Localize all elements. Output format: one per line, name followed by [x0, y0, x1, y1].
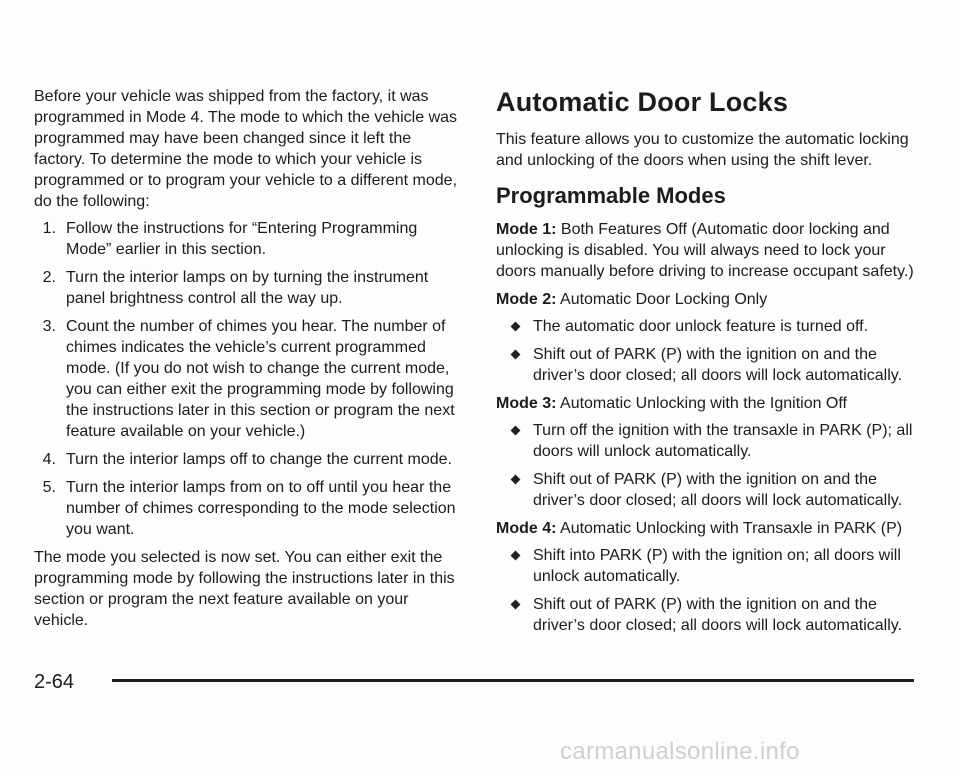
mode-description	[496, 518, 924, 539]
bullet-item	[496, 344, 924, 386]
mode-3-block	[496, 393, 924, 511]
bullet-item	[496, 594, 924, 636]
outro-paragraph: The mode you selected is now set. You can either exit the programming mode by following the instructions later in this section or program the next feature available on your vehicle.	[34, 549, 455, 629]
bullet-text: Shift into PARK (P) with the ignition on; all doors will unlock automatically.	[533, 547, 901, 585]
step-text: Turn the interior lamps off to change the current mode.	[66, 451, 452, 468]
step-number: 4.	[42, 451, 56, 468]
mode-label: Mode 3:	[496, 395, 557, 412]
mode-2-block	[496, 289, 924, 386]
mode-1-block	[496, 219, 924, 282]
bullet-item	[496, 316, 924, 337]
mode-text: Automatic Unlocking with Transaxle in PARK (P)	[560, 520, 903, 537]
step-item	[34, 477, 464, 540]
step-number: 1.	[42, 220, 56, 237]
step-text: Follow the instructions for “Entering Programming Mode” earlier in this section.	[66, 220, 418, 258]
mode-bullets	[496, 316, 924, 386]
diamond-bullet-icon	[511, 600, 521, 610]
step-item	[34, 267, 464, 309]
mode-description	[496, 393, 924, 414]
feature-description: This feature allows you to customize the automatic locking and unlocking of the doors when using the shift lever.	[496, 131, 909, 169]
step-number: 5.	[42, 479, 56, 496]
diamond-bullet-icon	[511, 551, 521, 561]
bullet-text: Shift out of PARK (P) with the ignition on and the driver’s door closed; all doors will lock automatically.	[533, 471, 903, 509]
bullet-item	[496, 469, 924, 511]
step-text: Turn the interior lamps from on to off until you hear the number of chimes corresponding to the mode selection you want.	[66, 479, 456, 538]
bullet-text: Turn off the ignition with the transaxle in PARK (P); all doors will unlock automatically.	[533, 422, 913, 460]
bullet-item	[496, 545, 924, 587]
mode-label: Mode 1:	[496, 221, 557, 238]
mode-label: Mode 2:	[496, 291, 557, 308]
step-number: 2.	[42, 269, 56, 286]
subsection-title: Programmable Modes	[496, 183, 726, 208]
programming-steps	[34, 218, 464, 540]
step-text: Turn the interior lamps on by turning the instrument panel brightness control all the way up.	[66, 269, 429, 307]
section-title: Automatic Door Locks	[496, 87, 789, 117]
mode-text: Both Features Off (Automatic door locking and unlocking is disabled. You will always need to lock your doors manually before driving to increase occupant safety.)	[496, 221, 914, 280]
bullet-text: The automatic door unlock feature is turned off.	[533, 318, 869, 335]
footer-divider	[112, 679, 914, 682]
watermark: carmanualsonline.info	[560, 738, 800, 765]
mode-label: Mode 4:	[496, 520, 557, 537]
mode-4-block	[496, 518, 924, 636]
bullet-text: Shift out of PARK (P) with the ignition on and the driver’s door closed; all doors will lock automatically.	[533, 596, 903, 634]
mode-text: Automatic Door Locking Only	[560, 291, 768, 308]
bullet-item	[496, 420, 924, 462]
diamond-bullet-icon	[511, 426, 521, 436]
diamond-bullet-icon	[511, 475, 521, 485]
step-number: 3.	[42, 318, 56, 335]
mode-bullets	[496, 545, 924, 636]
step-item	[34, 449, 464, 470]
mode-description	[496, 289, 924, 310]
diamond-bullet-icon	[511, 350, 521, 360]
intro-paragraph: Before your vehicle was shipped from the factory, it was programmed in Mode 4. The mode to which the vehicle was programmed may have been changed since it left the factory. To determine the mode to which your vehicle is programmed or to program your vehicle to a different mode, do the following:	[34, 88, 458, 210]
bullet-text: Shift out of PARK (P) with the ignition on and the driver’s door closed; all doors will lock automatically.	[533, 346, 903, 384]
step-item	[34, 218, 464, 260]
step-text: Count the number of chimes you hear. The number of chimes indicates the vehicle’s current programmed mode. (If you do not wish to change the current mode, you can either exit the programming mode by following the instructions later in this section or program the next feature available on your vehicle.)	[66, 318, 455, 440]
page-number: 2-64	[34, 671, 75, 693]
mode-text: Automatic Unlocking with the Ignition Off	[560, 395, 847, 412]
right-column	[496, 86, 924, 643]
mode-bullets	[496, 420, 924, 511]
mode-description	[496, 219, 924, 282]
diamond-bullet-icon	[511, 322, 521, 332]
left-column	[34, 86, 464, 631]
step-item	[34, 316, 464, 442]
